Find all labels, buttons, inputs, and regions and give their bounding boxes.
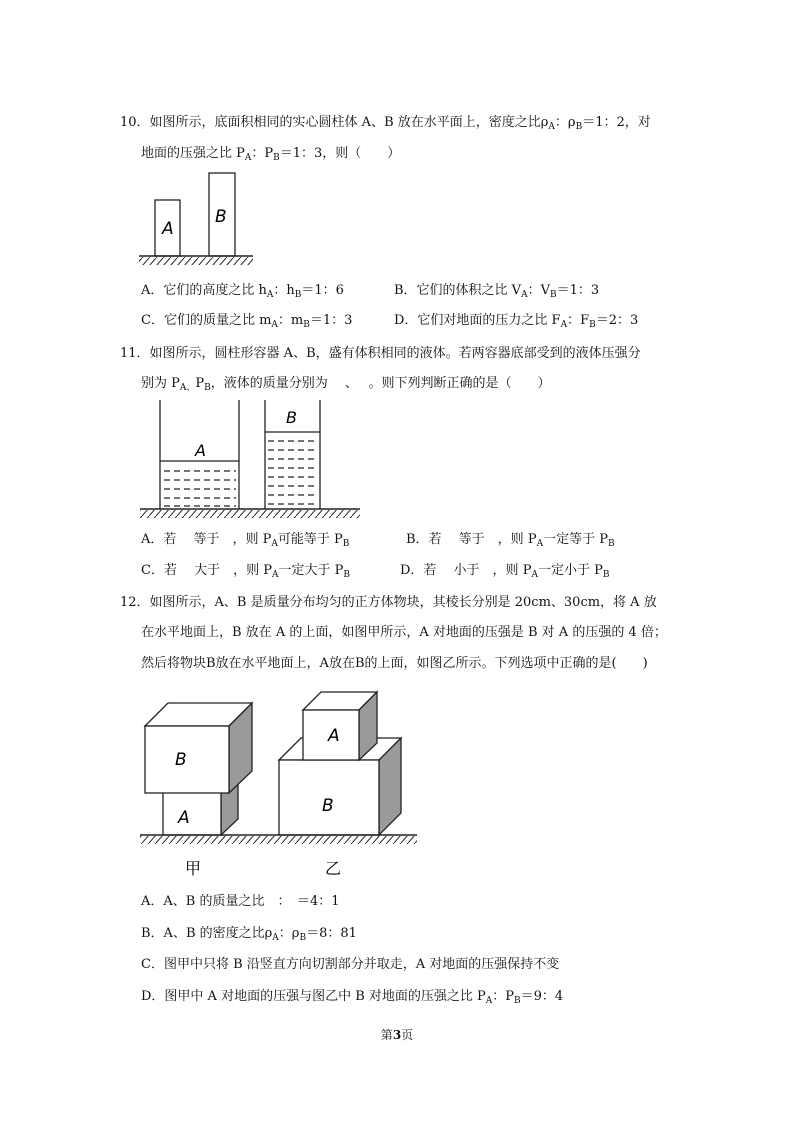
q11-option-b: B．若 等于 ，则 $P_A$一定等于 $P_B$ bbox=[406, 532, 615, 549]
q11-option-a: A．若 等于 ，则 $P_A$可能等于 $P_B$ bbox=[141, 532, 350, 549]
jia-cube-b-label: B bbox=[175, 750, 187, 770]
ground-hatch bbox=[139, 257, 253, 265]
q11-line1: 11．如图所示，圆柱形容器 A、B，盛有体积相同的液体。若两容器底部受到的液体压强分 bbox=[120, 346, 641, 361]
yi-cube-a bbox=[303, 692, 377, 760]
q11-figure bbox=[135, 396, 365, 522]
yi-cube-a-label: A bbox=[328, 726, 340, 746]
q10-option-c: C．它们的质量之比 $m_A$：$m_B=1$：3 bbox=[141, 313, 353, 330]
cylinder-b-label: B bbox=[215, 207, 227, 227]
q12-option-d: D．图甲中 A 对地面的压强与图乙中 B 对地面的压强之比 $P_A$：$P_B=9$：4 bbox=[141, 989, 564, 1006]
yi-cube-b-label: B bbox=[322, 796, 334, 816]
liquid-a-dashes bbox=[164, 471, 236, 506]
page-number: 第3页 bbox=[380, 1028, 414, 1042]
q11-line2: 别为 $P_{A、}P_B$，液体的质量分别为 、 。则下列判断正确的是（ ） bbox=[141, 376, 551, 393]
q12-line1: 12．如图所示，A、B 是质量分布均匀的正方体物块，其棱长分别是 20cm、30cm，将 A 放 bbox=[120, 595, 657, 610]
container-a-label: A bbox=[195, 441, 206, 460]
caption-jia: 甲 bbox=[185, 859, 202, 878]
cylinder-a-label: A bbox=[162, 219, 174, 239]
q12-line2: 在水平地面上，B 放在 A 的上面，如图甲所示，A 对地面的压强是 B 对 A 的压强的 4 倍； bbox=[141, 625, 667, 640]
q12-figure bbox=[135, 683, 425, 883]
caption-yi: 乙 bbox=[325, 859, 342, 878]
ground-hatch bbox=[140, 836, 417, 844]
q10-option-a: A．它们的高度之比 $h_A$：$h_B=1$：6 bbox=[141, 283, 344, 300]
q10-line2: 地面的压强之比 $P_A$：$P_B=1$：3，则（ ） bbox=[141, 146, 401, 163]
q12-option-a: A．A、B 的质量之比 ： ＝4：1 bbox=[141, 894, 340, 909]
q10-option-b: B．它们的体积之比 $V_A$：$V_B=1$：3 bbox=[394, 283, 600, 300]
container-b-label: B bbox=[286, 408, 297, 427]
jia-cube-a-label: A bbox=[178, 808, 190, 828]
q10-option-d: D．它们对地面的压力之比 $F_A$：$F_B=2$：3 bbox=[394, 313, 639, 330]
q12-option-c: C．图甲中只将 B 沿竖直方向切割部分并取走，A 对地面的压强保持不变 bbox=[141, 957, 560, 972]
jia-cube-b bbox=[145, 703, 252, 793]
q11-option-d: D．若 小于 ，则 $P_A$一定小于 $P_B$ bbox=[400, 563, 610, 580]
q10-figure bbox=[135, 170, 260, 270]
ground-hatch bbox=[140, 510, 360, 518]
q12-option-b: B．A、B 的密度之比$\rho_A$：$\rho_B=8$：81 bbox=[141, 926, 357, 943]
liquid-b-dashes bbox=[268, 441, 318, 504]
q10-line1: 10．如图所示，底面积相同的实心圆柱体 A、B 放在水平面上，密度之比$\rho_A$：$\rho_B=1$：2，对 bbox=[120, 115, 651, 132]
q12-line3: 然后将物块B放在水平地面上，A放在B的上面，如图乙所示。下列选项中正确的是( ) bbox=[141, 656, 648, 671]
q11-option-c: C．若 大于 ，则 $P_A$一定大于 $P_B$ bbox=[141, 563, 350, 580]
